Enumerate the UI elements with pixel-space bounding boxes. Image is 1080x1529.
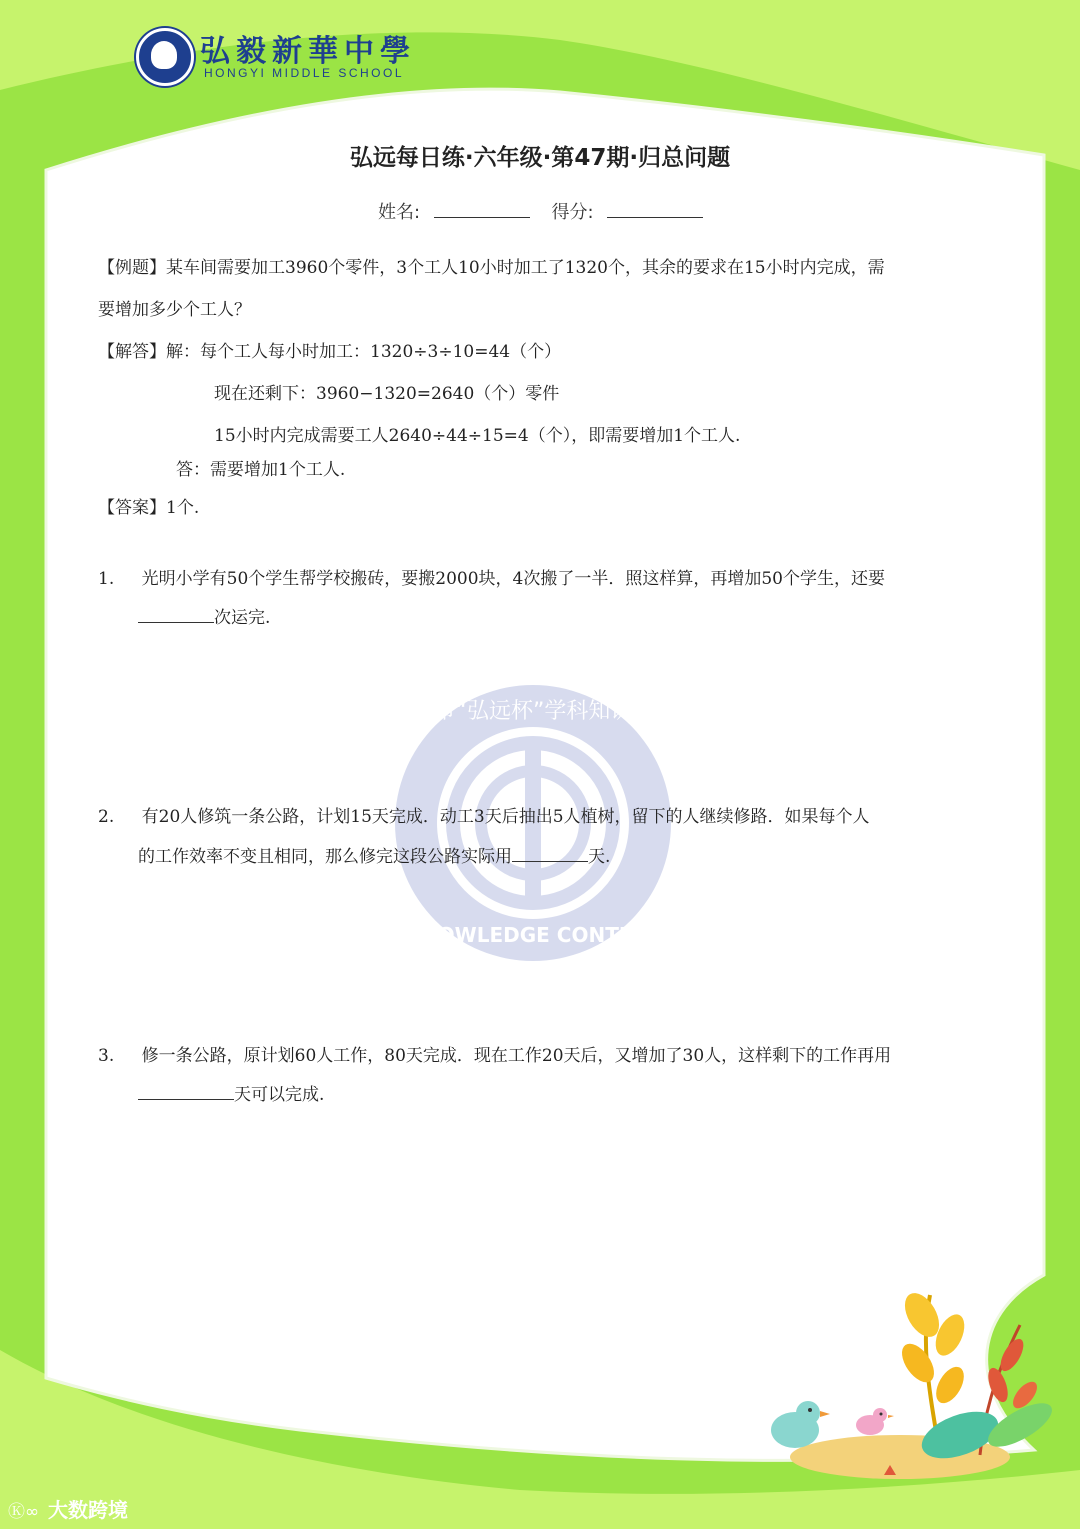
school-emblem-icon <box>136 28 194 86</box>
question-3-number: 3. <box>98 1046 115 1066</box>
example-line-1 <box>98 258 885 278</box>
question-2-number: 2. <box>98 807 115 827</box>
question-3-text-1: 修一条公路，原计划60人工作，80天完成．现在工作20天后，又增加了30人，这样剩下的工作再用 <box>141 1046 892 1066</box>
question-3-line-2 <box>138 1083 324 1105</box>
brand-watermark <box>8 1494 128 1523</box>
name-field[interactable] <box>434 201 530 218</box>
school-name-en: HONGYI MIDDLE SCHOOL <box>204 66 405 80</box>
solution-answer: 答：需要增加1个工人. <box>176 460 346 480</box>
question-1-text-2: 次运完. <box>214 608 271 628</box>
watermark-top-text: 市“弘远杯”学科知识 <box>433 699 633 724</box>
question-1-line-1 <box>98 569 885 589</box>
question-2-text-1: 有20人修筑一条公路，计划15天完成．动工3天后抽出5人植树，留下的人继续修路．如果每个人 <box>141 807 870 827</box>
school-name-cn: 弘毅新華中學 <box>200 34 416 69</box>
solution-step-3: 15小时内完成需要工人2640÷44÷15=4（个），即需要增加1个工人. <box>214 426 741 446</box>
question-1-line-2 <box>138 606 270 628</box>
brand-logo-icon: Ⓚ∞ <box>8 1502 40 1522</box>
watermark-bottom-text: KNOWLEDGE CONTEST <box>405 923 661 947</box>
question-2-line-1 <box>98 807 870 827</box>
answer-line <box>98 498 199 518</box>
solution-label: 【解答】 <box>98 342 166 362</box>
question-3-text-2: 天可以完成. <box>234 1085 325 1105</box>
page-title: 弘远每日练·六年级·第47期·归总问题 <box>349 145 731 171</box>
brand-name: 大数跨境 <box>48 1498 128 1522</box>
example-text-1: 某车间需要加工3960个零件，3个工人10小时加工了1320个，其余的要求在15小时内完成，需 <box>166 258 885 278</box>
answer-label: 【答案】 <box>98 498 166 518</box>
solution-step-1: 解：每个工人每小时加工：1320÷3÷10=44（个） <box>166 342 562 362</box>
example-label: 【例题】 <box>98 258 166 278</box>
question-2-answer-blank[interactable] <box>512 845 588 862</box>
solution-line-1 <box>98 342 561 362</box>
question-2-text-3: 天. <box>588 847 611 867</box>
question-1-answer-blank[interactable] <box>138 606 214 623</box>
question-2-line-2 <box>138 845 610 867</box>
question-1-number: 1. <box>98 569 115 589</box>
question-1-text-1: 光明小学有50个学生帮学校搬砖，要搬2000块，4次搬了一半．照这样算，再增加50个学生，还要 <box>141 569 885 589</box>
plant-birds-decoration <box>750 1285 1080 1495</box>
example-text-2: 要增加多少个工人？ <box>98 300 251 320</box>
school-logo <box>136 26 416 86</box>
solution-step-2: 现在还剩下：3960−1320=2640（个）零件 <box>214 384 560 404</box>
question-3-line-1 <box>98 1046 891 1066</box>
question-2-text-2: 的工作效率不变且相同，那么修完这段公路实际用 <box>138 847 512 867</box>
answer-value: 1个. <box>166 498 200 518</box>
question-3-answer-blank[interactable] <box>138 1083 234 1100</box>
score-label: 得分: <box>551 202 594 223</box>
name-label: 姓名: <box>378 202 421 223</box>
name-score-bar <box>378 198 703 224</box>
score-field[interactable] <box>607 201 703 218</box>
